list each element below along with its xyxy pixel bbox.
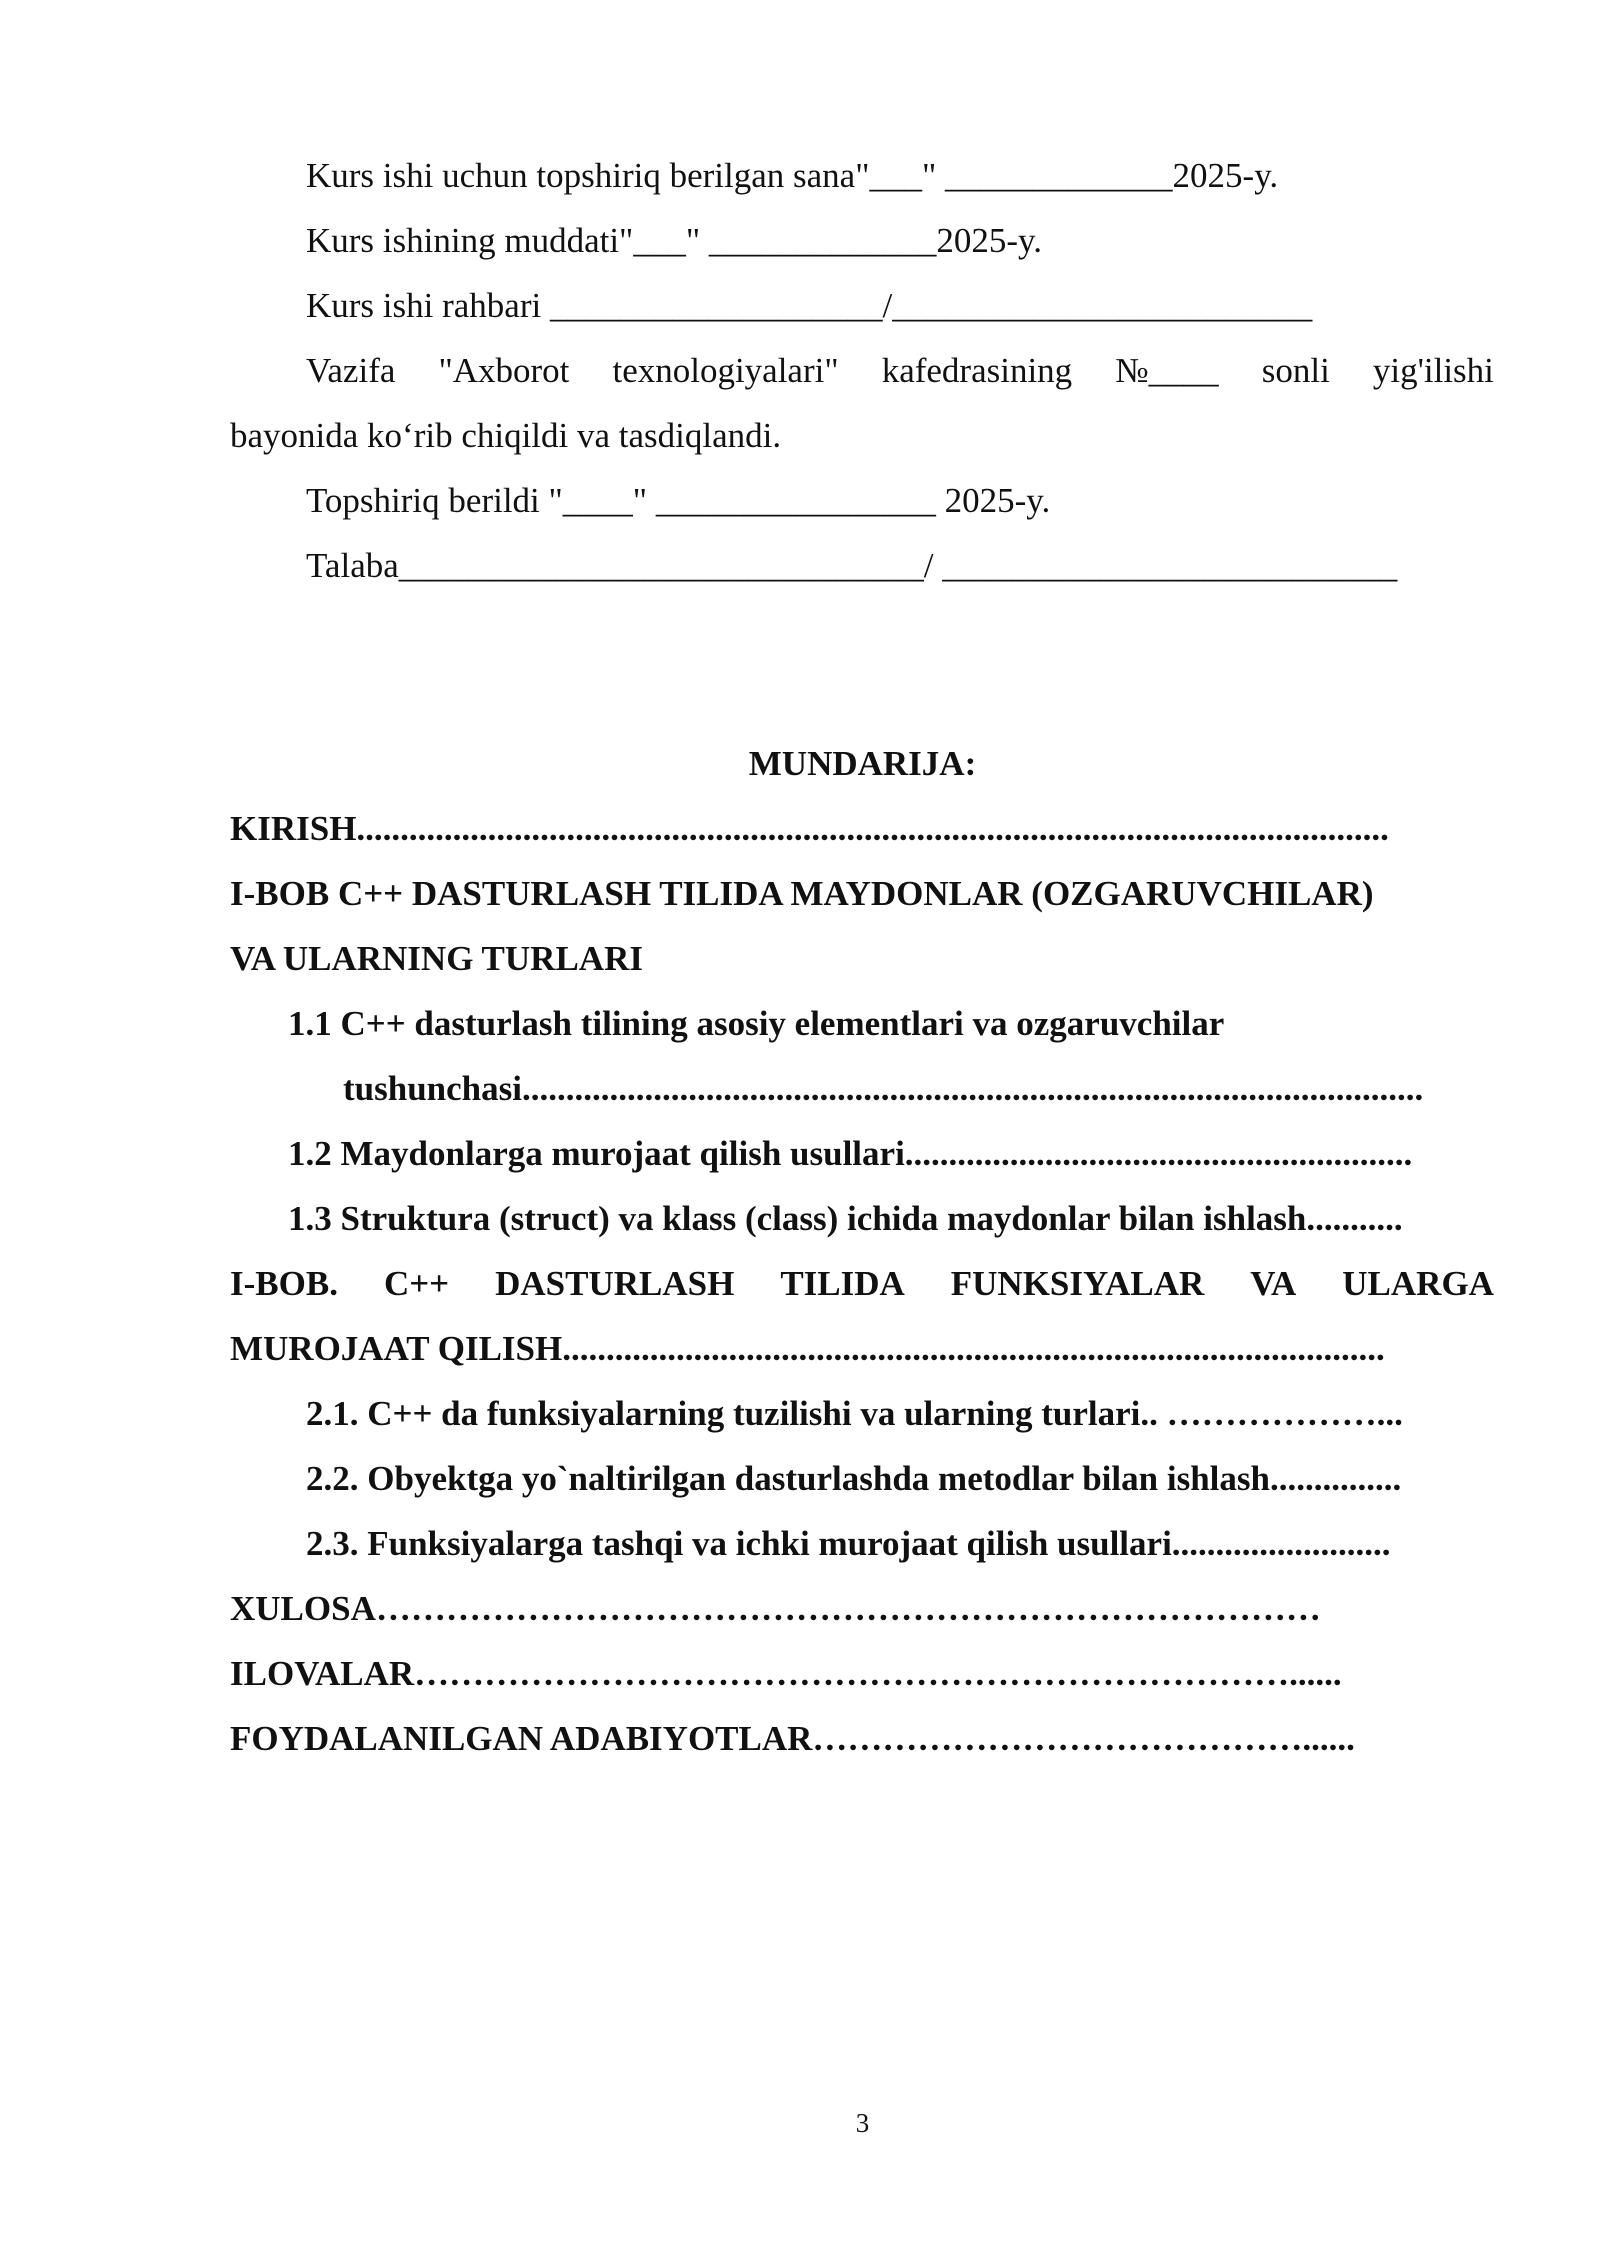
toc-ilovalar: ILOVALAR…………………………………………………………………...... <box>230 1654 1342 1693</box>
approval-word: yig'ilishi <box>1372 351 1494 390</box>
toc-section-1-1: 1.1 C++ dasturlash tilining asosiy elementlari va ozgaruvchilar <box>288 1004 1225 1043</box>
issued-date-line: Topshiriq berildi "____" ________________ 2025-y. <box>306 481 1051 520</box>
assignment-date-line: Kurs ishi uchun topshiriq berilgan sana"___" _____________2025-y. <box>306 156 1279 195</box>
page-number: 3 <box>855 2108 870 2138</box>
toc-section-1-2: 1.2 Maydonlarga murojaat qilish usullari.......................................................... <box>288 1134 1413 1173</box>
approval-line <box>306 349 1494 393</box>
toc-chapter2-word: I-BOB. <box>230 1264 338 1303</box>
approval-word: "Axborot <box>438 351 570 390</box>
toc-kirish: KIRISH...................................................................................................................... <box>230 809 1389 848</box>
toc-chapter1: I-BOB C++ DASTURLASH TILIDA MAYDONLAR (OZGARUVCHILAR) <box>230 874 1374 913</box>
toc-xulosa: XULOSA……………………………………………………………………… <box>230 1589 1321 1628</box>
approval-word: Vazifa <box>306 351 396 390</box>
toc-chapter2-continued: MUROJAAT QILISH.............................................................................................. <box>230 1329 1385 1368</box>
approval-word: sonli <box>1261 351 1330 390</box>
toc-chapter1-continued: VA ULARNING TURLARI <box>230 939 643 978</box>
toc-chapter2 <box>230 1262 1494 1306</box>
toc-section-2-3: 2.3. Funksiyalarga tashqi va ichki murojaat qilish usullari......................... <box>306 1524 1391 1563</box>
toc-chapter2-word: TILIDA <box>780 1264 905 1303</box>
toc-chapter2-word: DASTURLASH <box>495 1264 735 1303</box>
approval-word: №____ <box>1115 351 1219 390</box>
toc-section-1-1-continued: tushunchasi....................................................................................................... <box>343 1069 1424 1108</box>
approval-word: kafedrasining <box>881 351 1073 390</box>
contents-title: MUNDARIJA: <box>748 744 977 783</box>
toc-adabiyotlar: FOYDALANILGAN ADABIYOTLAR……………………………………...... <box>230 1719 1355 1758</box>
toc-chapter2-word: FUNKSIYALAR <box>950 1264 1205 1303</box>
toc-section-1-3: 1.3 Struktura (struct) va klass (class) ichida maydonlar bilan ishlash........... <box>288 1199 1403 1238</box>
student-line: Talaba______________________________/ __________________________ <box>306 546 1398 585</box>
approval-word: texnologiyalari" <box>612 351 839 390</box>
toc-chapter2-word: ULARGA <box>1342 1264 1494 1303</box>
toc-section-2-2: 2.2. Obyektga yo`naltirilgan dasturlashda metodlar bilan ishlash............... <box>306 1459 1402 1498</box>
toc-section-2-1: 2.1. C++ da funksiyalarning tuzilishi va ularning turlari.. ………………... <box>306 1394 1403 1433</box>
deadline-line: Kurs ishining muddati"___" _____________2025-y. <box>306 221 1043 260</box>
toc-chapter2-word: VA <box>1250 1264 1297 1303</box>
approval-line-continued: bayonida ko‘rib chiqildi va tasdiqlandi. <box>230 416 782 455</box>
toc-chapter2-word: C++ <box>383 1264 450 1303</box>
supervisor-line: Kurs ishi rahbari ___________________/________________________ <box>306 286 1313 325</box>
